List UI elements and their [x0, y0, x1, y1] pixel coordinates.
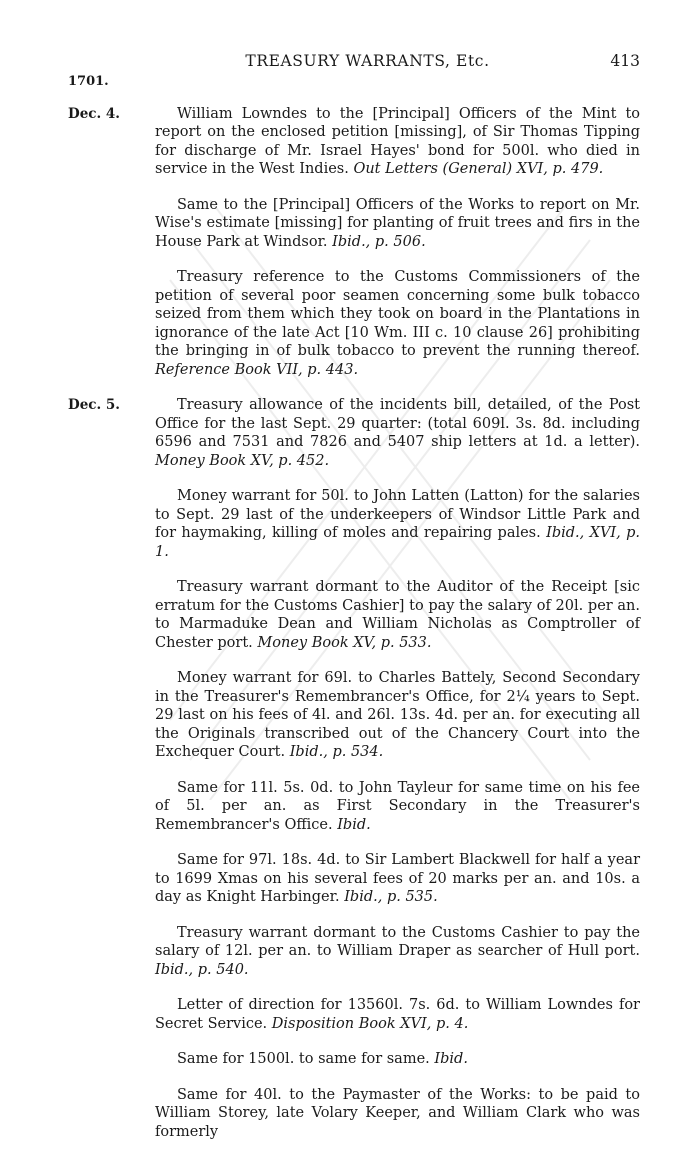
entry-text: Money warrant for 50l. to John Latten (Latton) for the salaries to Sept. 29 last of the underkeepers of Windsor Little Park and for haymaking, killing of moles and repairing pales. — [155, 488, 640, 541]
running-title: TREASURY WARRANTS, Etc. — [245, 52, 490, 70]
entry-source: Ibid., p. 534. — [289, 744, 384, 760]
entry-text: Treasury reference to the Customs Commissioners of the petition of several poor seamen concerning some bulk tobacco seized from them which they took on board in the Plantations in ignorance of the late Act [10 Wm. III c. 10 clause 26] prohibiting the bringing in of bulk tobacco to prevent the running thereof. — [155, 269, 640, 359]
entry-source: Ibid., p. 535. — [344, 889, 438, 905]
entry-text: William Lowndes to the [Principal] Officers of the Mint to report on the enclosed petition [missing], of Sir Thomas Tipping for discharge of Mr. Israel Hayes' bond for 500l. who died in service in the West Indies. — [155, 105, 640, 177]
entry-source: Ibid. — [337, 816, 371, 833]
entry-source: Money Book XV, p. 533. — [257, 634, 432, 651]
entry-source: Reference Book VII, p. 443. — [155, 361, 359, 378]
entry-text: Same for 1500l. to same for same. — [177, 1051, 430, 1067]
entry — [155, 1050, 640, 1069]
entry — [155, 924, 640, 980]
entry — [155, 196, 640, 252]
entry-text: Treasury warrant dormant to the Customs Cashier to pay the salary of 12l. per an. to William Draper as searcher of Hull port. — [155, 924, 640, 959]
page-number: 413 — [610, 52, 640, 70]
entry-source: Money Book XV, p. 452. — [155, 452, 330, 469]
entry — [68, 396, 640, 470]
entry-text: Treasury allowance of the incidents bill, detailed, of the Post Office for the last Sept. 29 quarter: (total 609l. 3s. 8d. including 6596 and 7531 and 7826 and 5407 ship letters at 1d. a letter). — [155, 397, 640, 450]
entry-source: Out Letters (General) XVI, p. 479. — [353, 161, 604, 177]
entry-text: Same for 11l. 5s. 0d. to John Tayleur for same time on his fee of 5l. per an. as First Secondary in the Treasurer's Remembrancer's Office. — [155, 779, 640, 833]
entry-date: Dec. 4. — [68, 105, 121, 122]
entry-source: Ibid. — [434, 1051, 468, 1067]
entry — [155, 268, 640, 379]
entry-source: Ibid., p. 506. — [332, 233, 426, 250]
entry-text: Treasury warrant dormant to the Auditor of the Receipt [sic erratum for the Customs Cashier] to pay the salary of 20l. per an. to Marmaduke Dean and William Nicholas as Comptroller of Chester port. — [155, 579, 640, 651]
entry-source: Disposition Book XVI, p. 4. — [271, 1015, 469, 1032]
entry-text: Letter of direction for 13560l. 7s. 6d. to William Lowndes for Secret Service. — [155, 997, 640, 1032]
entry-source: Ibid., p. 540. — [155, 961, 249, 978]
entry-text: Same for 97l. 18s. 4d. to Sir Lambert Blackwell for half a year to 1699 Xmas on his several fees of 20 marks per an. and 10s. a day as Knight Harbinger. — [155, 852, 640, 905]
entry — [155, 487, 640, 561]
entry — [155, 1086, 640, 1142]
entry — [155, 779, 640, 835]
entry — [155, 996, 640, 1033]
page-header — [95, 52, 640, 72]
entry — [155, 851, 640, 907]
entry — [155, 669, 640, 762]
entries-list — [0, 90, 674, 1158]
entry-text: Same for 40l. to the Paymaster of the Works: to be paid to William Storey, late Volary Keeper, and William Clark who was formerly — [155, 1086, 640, 1140]
entry-source: Ibid., XVI, p. 1. — [155, 525, 641, 560]
entry-text: Same to the [Principal] Officers of the Works to report on Mr. Wise's estimate [missing] for planting of fruit trees and firs in the House Park at Windsor. — [155, 196, 640, 250]
entry — [155, 578, 640, 652]
year-label: 1701. — [68, 74, 109, 89]
entry-date: Dec. 5. — [68, 397, 121, 413]
entry — [68, 105, 640, 179]
entry-text: Money warrant for 69l. to Charles Battely, Second Secondary in the Treasurer's Remembrancer's Office, for 2¼ years to Sept. 29 last on his fees of 4l. and 26l. 13s. 4d. per an. for executing all the Originals transcribed out of the Chancery Court into the Exchequer Court. — [155, 670, 640, 760]
